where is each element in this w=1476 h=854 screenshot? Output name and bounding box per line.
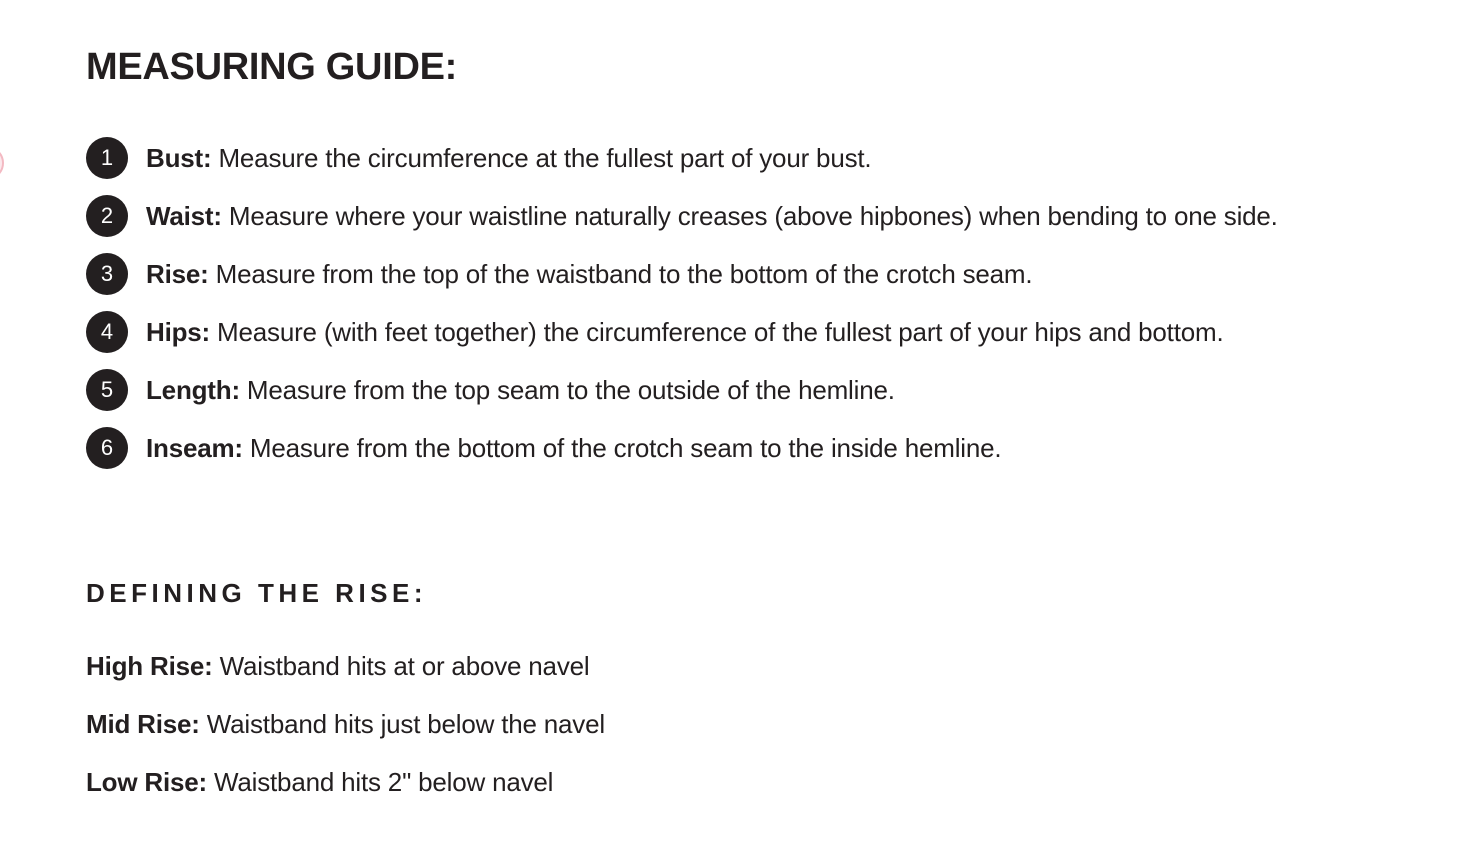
guide-description: Measure from the top seam to the outside of the hemline.	[239, 374, 895, 405]
number-badge-6: 6	[86, 427, 128, 469]
guide-term: Hips:	[146, 316, 211, 347]
guide-item-hips	[86, 311, 1278, 353]
guide-item-text	[146, 433, 1001, 464]
guide-description: Measure where your waistline naturally creases (above hipbones) when bending to one side.	[221, 200, 1278, 231]
rise-item-high	[86, 646, 605, 704]
rise-item-mid	[86, 704, 605, 762]
rise-term: High Rise:	[86, 651, 213, 681]
number-badge-3: 3	[86, 253, 128, 295]
guide-term: Length:	[146, 374, 240, 405]
guide-description: Measure the circumference at the fullest part of your bust.	[211, 142, 872, 173]
guide-item-text	[146, 259, 1032, 290]
rise-description: Waistband hits just below the navel	[199, 709, 605, 739]
guide-term: Bust:	[146, 142, 212, 173]
number-badge-1: 1	[86, 137, 128, 179]
guide-item-text	[146, 375, 895, 406]
number-badge-5: 5	[86, 369, 128, 411]
rise-description: Waistband hits 2" below navel	[207, 767, 554, 797]
rise-description: Waistband hits at or above navel	[212, 651, 590, 681]
rise-item-low	[86, 762, 605, 820]
rise-term: Low Rise:	[86, 767, 207, 797]
rise-term: Mid Rise:	[86, 709, 200, 739]
measuring-guide-list	[86, 137, 1278, 485]
edge-indicator-icon	[0, 146, 4, 180]
number-badge-4: 4	[86, 311, 128, 353]
guide-item-rise	[86, 253, 1278, 295]
guide-term: Inseam:	[146, 432, 243, 463]
guide-description: Measure from the top of the waistband to the bottom of the crotch seam.	[208, 258, 1033, 289]
guide-description: Measure from the bottom of the crotch seam to the inside hemline.	[242, 432, 1002, 463]
guide-term: Rise:	[146, 258, 209, 289]
guide-term: Waist:	[146, 200, 222, 231]
guide-item-waist	[86, 195, 1278, 237]
guide-item-text	[146, 143, 871, 174]
number-badge-2: 2	[86, 195, 128, 237]
guide-description: Measure (with feet together) the circumference of the fullest part of your hips and bottom.	[210, 316, 1224, 347]
guide-item-text	[146, 317, 1223, 348]
guide-item-bust	[86, 137, 1278, 179]
measuring-guide-title: MEASURING GUIDE:	[86, 46, 457, 88]
guide-item-text	[146, 201, 1278, 232]
defining-rise-title: DEFINING THE RISE:	[86, 578, 428, 608]
rise-definitions-list	[86, 646, 605, 820]
guide-item-length	[86, 369, 1278, 411]
guide-item-inseam	[86, 427, 1278, 469]
